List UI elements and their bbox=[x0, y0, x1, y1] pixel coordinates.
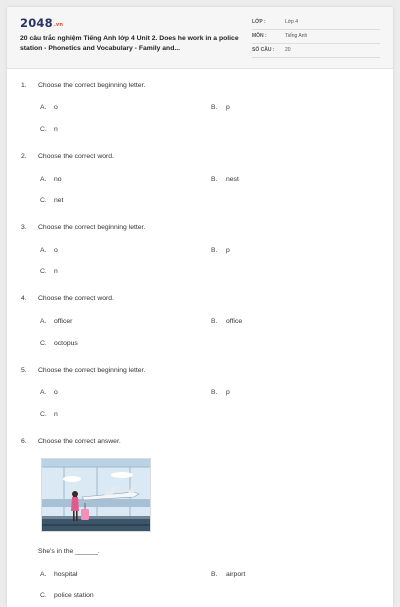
question-text: Choose the correct word. bbox=[38, 153, 114, 160]
site-logo[interactable]: 2048.vn bbox=[20, 16, 64, 30]
worksheet-header bbox=[7, 7, 393, 69]
meta-count-label: SỐ CÂU : bbox=[252, 47, 275, 53]
question-number: 3. bbox=[21, 224, 27, 231]
airport-illustration bbox=[41, 458, 151, 532]
meta-count bbox=[252, 45, 380, 58]
question-text: Choose the correct beginning letter. bbox=[38, 367, 146, 374]
question-text: Choose the correct word. bbox=[38, 295, 114, 302]
meta-grade bbox=[252, 17, 380, 30]
question-number: 6. bbox=[21, 438, 27, 445]
meta-subject bbox=[252, 31, 380, 44]
question-number: 1. bbox=[21, 82, 27, 89]
question-prompt: She's in the ______. bbox=[38, 548, 100, 555]
meta-count-value: 20 bbox=[285, 47, 291, 53]
question-text: Choose the correct answer. bbox=[38, 438, 121, 445]
question-number: 2. bbox=[21, 153, 27, 160]
worksheet: 2048.vn 20 câu trắc nghiệm Tiếng Anh lớp 4 Unit 2. Does he work in a police station - Phonetics and Vocabulary - Family and... LỚP : Lớp 4 MÔN : Tiếng Anh SỐ CÂU : 20 1. Choose the correct beginning letter. A. o B. p C. n 2. Choose the correct word. A. no B. nest C. net 3. Choose the correct beginning letter. A. o B. p C. n 4. Choose the correct word. A. officer B. office C. octopus 5. Choose the correct beginning letter. A. o B. p C. n 6. Choose the correct answer. She's in the ______. A. hospital B. airport C. police station bbox=[7, 7, 393, 607]
question-number: 5. bbox=[21, 367, 27, 374]
question-number: 4. bbox=[21, 295, 27, 302]
worksheet-title: 20 câu trắc nghiệm Tiếng Anh lớp 4 Unit 2. Does he work in a police station - Phonetics and Vocabulary - Family and... bbox=[20, 35, 239, 52]
airport-scene-image bbox=[42, 459, 151, 532]
meta-grade-label: LỚP : bbox=[252, 19, 266, 25]
meta-subject-value: Tiếng Anh bbox=[285, 33, 308, 39]
meta-subject-label: MÔN : bbox=[252, 33, 267, 39]
question-text: Choose the correct beginning letter. bbox=[38, 82, 146, 89]
question-text: Choose the correct beginning letter. bbox=[38, 224, 146, 231]
meta-grade-value: Lớp 4 bbox=[285, 19, 299, 25]
